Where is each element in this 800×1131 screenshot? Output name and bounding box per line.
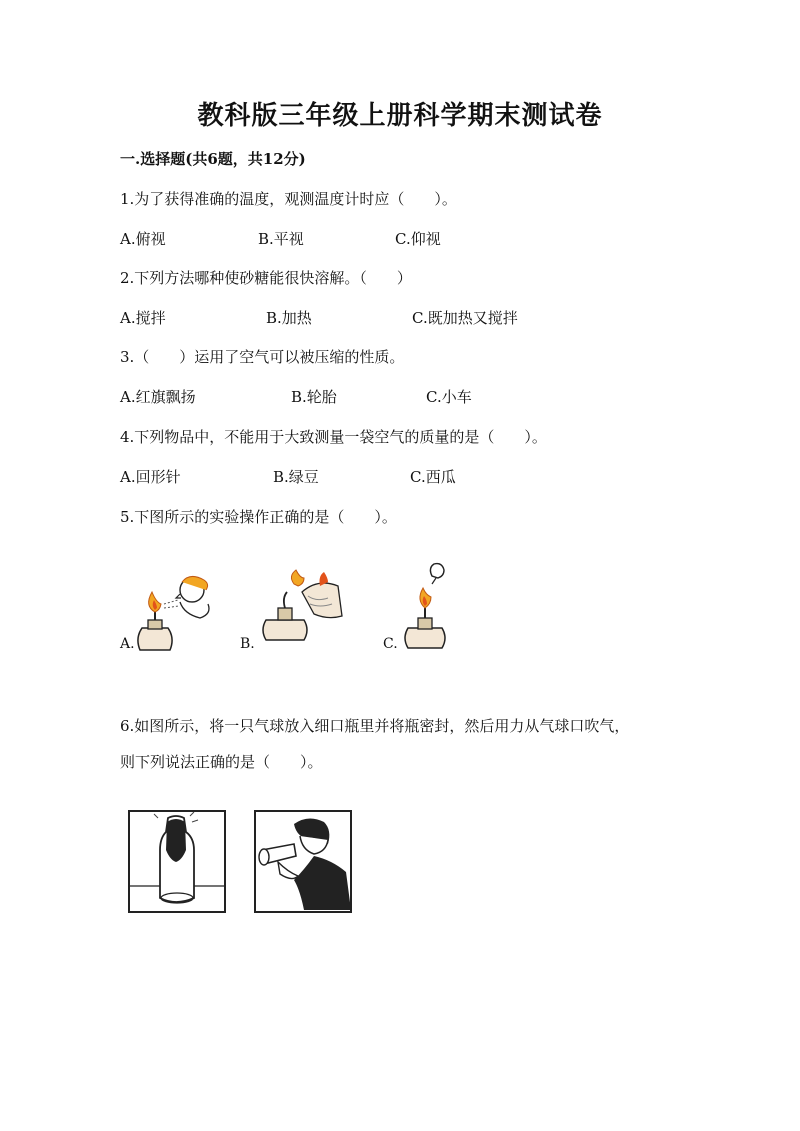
- q5-option-a[interactable]: A.: [120, 636, 135, 652]
- q1-option-c[interactable]: C.仰视: [395, 230, 441, 248]
- q4-option-c[interactable]: C.西瓜: [410, 468, 456, 486]
- q1-option-a[interactable]: A.俯视: [120, 230, 166, 248]
- alcohol-lamp-capped-icon: [398, 562, 458, 654]
- page-title: 教科版三年级上册科学期末测试卷: [197, 101, 603, 131]
- sealed-bottle-with-balloon-icon: [128, 810, 226, 913]
- section-heading: 一.选择题(共6题，共12分): [120, 150, 306, 168]
- alcohol-lamp-blown-out-icon: [130, 568, 220, 660]
- q1-option-b[interactable]: B.平视: [258, 230, 304, 248]
- q2-option-a[interactable]: A.搅拌: [120, 309, 166, 327]
- q2-option-c[interactable]: C.既加热又搅拌: [412, 309, 518, 327]
- q4-option-b[interactable]: B.绿豆: [273, 468, 319, 486]
- q4-option-a[interactable]: A.回形针: [120, 468, 181, 486]
- question-3: 3.（ ）运用了空气可以被压缩的性质。: [120, 348, 405, 366]
- q3-option-b[interactable]: B.轮胎: [291, 388, 337, 406]
- question-4: 4.下列物品中，不能用于大致测量一袋空气的质量的是（ ）。: [120, 428, 547, 446]
- alcohol-lamp-lit-from-another-icon: [258, 568, 350, 648]
- question-6-line-2: 则下列说法正确的是（ ）。: [120, 753, 323, 771]
- q5-option-b[interactable]: B.: [240, 636, 255, 652]
- q3-option-c[interactable]: C.小车: [426, 388, 472, 406]
- q3-option-a[interactable]: A.红旗飘扬: [120, 388, 196, 406]
- question-1: 1.为了获得准确的温度，观测温度计时应（ ）。: [120, 190, 457, 208]
- question-2: 2.下列方法哪种使砂糖能很快溶解。（ ）: [120, 269, 412, 287]
- q5-option-c[interactable]: C.: [383, 636, 398, 652]
- question-5: 5.下图所示的实验操作正确的是（ ）。: [120, 508, 397, 526]
- person-blowing-balloon-icon: [254, 810, 352, 913]
- q2-option-b[interactable]: B.加热: [266, 309, 312, 327]
- question-6-line-1: 6.如图所示，将一只气球放入细口瓶里并将瓶密封，然后用力从气球口吹气，: [120, 717, 630, 735]
